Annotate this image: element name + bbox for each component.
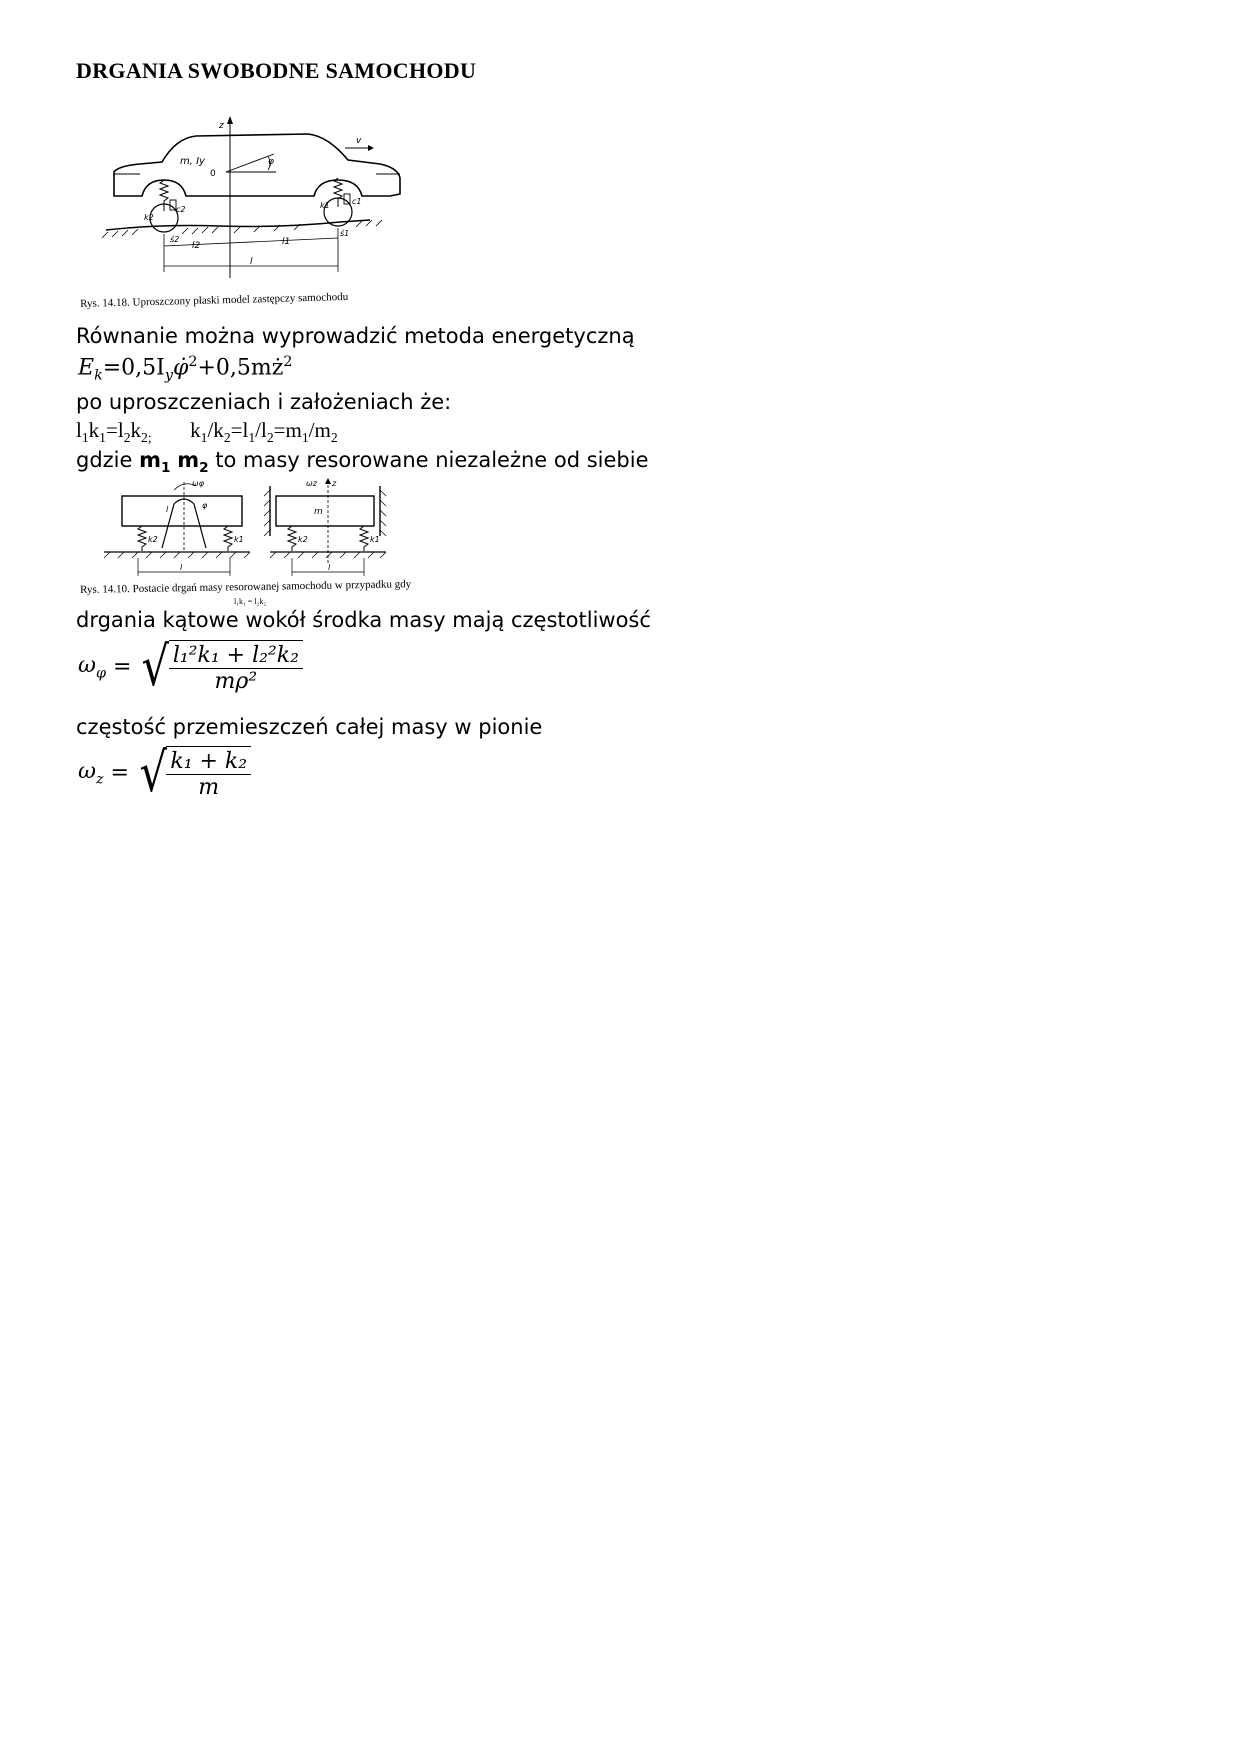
l2-label: l2	[192, 241, 201, 251]
k2-label: k2	[144, 213, 154, 222]
k2-label-2: k2	[148, 535, 158, 544]
l1-label: l1	[282, 237, 291, 247]
figure-car-model	[100, 108, 420, 308]
paragraph-energy-method: Równanie można wyprowadzić metoda energetyczną	[76, 324, 635, 348]
omega-z-equation: $\omega_z$ = √ $\frac{\text{k₁ + k₂}}{m}$	[78, 746, 251, 800]
energy-equation: $E_k=0,5I_y\varphi̇^2+0,5mż^2$	[78, 354, 293, 384]
page-title: DRGANIA SWOBODNE SAMOCHODU	[76, 58, 477, 83]
origin-label: 0	[210, 169, 216, 179]
s2-label: ś2	[170, 235, 180, 244]
l-label-2a: l	[166, 505, 169, 514]
omega-z-label: ωz	[306, 479, 317, 488]
c2-label: c2	[176, 205, 186, 214]
k1-label: k1	[320, 201, 330, 210]
z-label-2: z	[332, 479, 337, 488]
z-label: z	[219, 121, 224, 131]
omega-z-denominator: m	[198, 775, 220, 800]
phi-label: φ	[268, 157, 274, 167]
omega-z-numerator: k₁ + k₂	[166, 749, 251, 775]
paragraph-vertical-frequency: częstość przemieszczeń całej masy w pionie	[76, 715, 543, 739]
k2-label-3: k2	[298, 535, 308, 544]
m-label: m	[314, 507, 323, 517]
paragraph-sprung-masses: gdzie $m_1$ $m_2$ to masy resorowane niezależne od siebie	[76, 448, 649, 477]
omega-phi-denominator: mρ²	[214, 669, 258, 694]
s1-label: ś1	[340, 229, 350, 238]
figure-vibration-modes	[74, 478, 414, 588]
vibration-modes-diagram	[74, 478, 414, 588]
omega-phi-equation: $\omega_\varphi$ = √ $\frac{\text{l₁²k₁ + l₂²k₂}}{\text{mρ²}}$	[78, 640, 303, 694]
l-label-2b: l	[180, 563, 183, 572]
l-label-3: l	[328, 563, 331, 572]
omega-phi-label: ωφ	[192, 479, 204, 488]
k1-label-2: k1	[234, 535, 244, 544]
v-label: v	[356, 136, 362, 146]
paragraph-angular-frequency: drgania kątowe wokół środka masy mają częstotliwość	[76, 608, 651, 632]
omega-phi-numerator: l₁²k₁ + l₂²k₂	[169, 643, 303, 669]
l-label: l	[250, 257, 253, 267]
k1-label-3: k1	[370, 535, 380, 544]
figure2-caption: Rys. 14.10. Postacie drgań masy resorowanej samochodu w przypadku gdy	[80, 578, 412, 596]
mass-label: m, Iy	[180, 156, 205, 167]
relation-line: $l_1k_1=l_2k_{2;}$ $k_1/k_2=l_1/l_2=m_1/m_2$	[76, 418, 338, 446]
phi-label-2: φ	[202, 501, 208, 510]
car-model-diagram	[100, 108, 420, 308]
figure2-caption-condition: l₁k₁ = l₂k₂	[234, 597, 267, 606]
figure1-caption: Rys. 14.18. Uproszczony płaski model zastępczy samochodu	[80, 290, 349, 310]
paragraph-assumptions: po uproszczeniach i założeniach że:	[76, 390, 452, 414]
c1-label: c1	[352, 197, 362, 206]
